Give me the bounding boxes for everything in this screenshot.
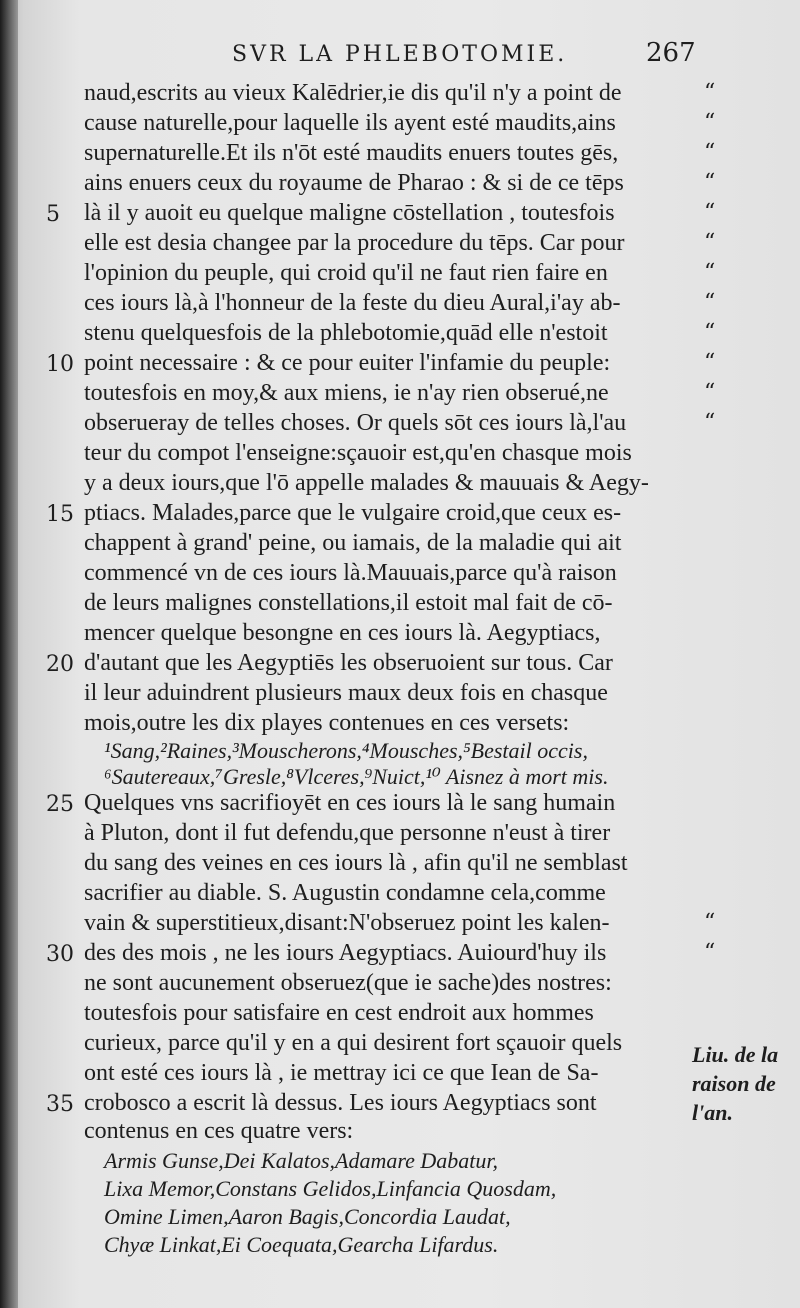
- text-line: [0, 170, 800, 200]
- line-text: Chyæ Linkat,Ei Coequata,Gearcha Lifardus.: [104, 1232, 499, 1257]
- text-line: [0, 530, 800, 560]
- line-text: ont esté ces iours là , ie mettray ici ce que Iean de Sa-: [84, 1060, 599, 1086]
- line-text: toutesfois pour satisfaire en cest endroit aux hommes: [84, 1000, 594, 1026]
- line-text: Omine Limen,Aaron Bagis,Concordia Laudat,: [104, 1204, 511, 1229]
- line-text: vain & superstitieux,disant:N'obseruez point les kalen-: [84, 910, 610, 936]
- verse-line: [0, 1176, 800, 1206]
- text-line: [0, 1060, 800, 1090]
- line-text: à Pluton, dont il fut defendu,que personne n'eust à tirer: [84, 820, 611, 846]
- text-line: [0, 820, 800, 850]
- text-line: [0, 1000, 800, 1030]
- text-line: [0, 590, 800, 620]
- line-text: ces iours là,à l'honneur de la feste du dieu Aural,i'ay ab-: [84, 290, 621, 316]
- margin-note: [692, 1040, 796, 1127]
- text-line: [0, 650, 800, 680]
- line-text: du sang des veines en ces iours là , afin qu'il ne semblast: [84, 850, 628, 876]
- line-text: des des mois , ne les iours Aegyptiacs. Auiourd'huy ils: [84, 940, 607, 966]
- text-line: [0, 410, 800, 440]
- line-text: de leurs malignes constellations,il estoit mal fait de cō-: [84, 590, 613, 616]
- line-text: point necessaire : & ce pour euiter l'infamie du peuple:: [84, 350, 611, 376]
- text-line: [0, 350, 800, 380]
- text-line: [0, 230, 800, 260]
- line-number: 25: [46, 792, 74, 817]
- line-text: sacrifier au diable. S. Augustin condamne cela,comme: [84, 880, 606, 906]
- quotation-mark: “: [704, 200, 717, 225]
- text-line: [0, 880, 800, 910]
- quotation-mark: “: [704, 260, 717, 285]
- quotation-mark: “: [704, 290, 717, 315]
- quotation-mark: “: [704, 140, 717, 165]
- text-line: [0, 200, 800, 230]
- line-number: 20: [46, 652, 74, 677]
- line-text: Lixa Memor,Constans Gelidos,Linfancia Quosdam,: [104, 1176, 557, 1201]
- line-text: y a deux iours,que l'ō appelle malades & mauuais & Aegy-: [84, 470, 649, 496]
- text-line: [0, 260, 800, 290]
- line-text: là il y auoit eu quelque maligne cōstellation , toutesfois: [84, 200, 615, 226]
- verse-line: [0, 1232, 800, 1262]
- line-text: cause naturelle,pour laquelle ils ayent esté maudits,ains: [84, 110, 616, 136]
- quotation-mark: “: [704, 380, 717, 405]
- line-text: obserueray de telles choses. Or quels sōt ces iours là,l'au: [84, 410, 627, 436]
- text-line: [0, 440, 800, 470]
- quotation-mark: “: [704, 320, 717, 345]
- line-text: ⁶Sautereaux,⁷Gresle,⁸Vlceres,⁹Nuict,¹⁰ Aisnez à mort mis.: [104, 764, 609, 789]
- running-head: SVR LA PHLEBOTOMIE.: [232, 42, 568, 67]
- text-line: [0, 500, 800, 530]
- text-line: [0, 1118, 800, 1148]
- text-line: [0, 110, 800, 140]
- quotation-mark: “: [704, 940, 717, 965]
- line-text: teur du compot l'enseigne:sçauoir est,qu'en chasque mois: [84, 440, 632, 466]
- line-text: d'autant que les Aegyptiēs les obseruoient sur tous. Car: [84, 650, 613, 676]
- line-text: il leur aduindrent plusieurs maux deux fois en chasque: [84, 680, 608, 706]
- line-text: Quelques vns sacrifioyēt en ces iours là le sang humain: [84, 790, 616, 816]
- margin-note-line: raison de: [692, 1071, 776, 1096]
- text-line: [0, 290, 800, 320]
- text-line: [0, 710, 800, 740]
- line-text: commencé vn de ces iours là.Mauuais,parce qu'à raison: [84, 560, 617, 586]
- text-line: [0, 940, 800, 970]
- text-line: [0, 380, 800, 410]
- line-text: supernaturelle.Et ils n'ōt esté maudits enuers toutes gēs,: [84, 140, 619, 166]
- line-text: curieux, parce qu'il y en a qui desirent fort sçauoir quels: [84, 1030, 623, 1056]
- line-text: ne sont aucunement obseruez(que ie sache)des nostres:: [84, 970, 612, 996]
- line-text: mencer quelque besongne en ces iours là. Aegyptiacs,: [84, 620, 601, 646]
- line-number: 35: [46, 1092, 74, 1117]
- margin-note-line: Liu. de la: [692, 1042, 779, 1067]
- text-line: [0, 560, 800, 590]
- text-line: [0, 620, 800, 650]
- text-line: [0, 320, 800, 350]
- line-text: mois,outre les dix playes contenues en ces versets:: [84, 710, 570, 736]
- text-line: [0, 680, 800, 710]
- verse-line: [0, 1204, 800, 1234]
- quotation-mark: “: [704, 910, 717, 935]
- text-line: [0, 470, 800, 500]
- margin-note-line: l'an.: [692, 1100, 733, 1125]
- quotation-mark: “: [704, 350, 717, 375]
- text-line: [0, 140, 800, 170]
- line-text: ¹Sang,²Raines,³Mouscherons,⁴Mousches,⁵Bestail occis,: [104, 738, 588, 763]
- line-number: 30: [46, 942, 74, 967]
- quotation-mark: “: [704, 170, 717, 195]
- line-number: 5: [46, 202, 60, 227]
- line-text: stenu quelquesfois de la phlebotomie,quād elle n'estoit: [84, 320, 608, 346]
- line-text: l'opinion du peuple, qui croid qu'il ne faut rien faire en: [84, 260, 608, 286]
- quotation-mark: “: [704, 110, 717, 135]
- text-line: [0, 790, 800, 820]
- verse-line: [0, 1148, 800, 1178]
- line-text: crobosco a escrit là dessus. Les iours Aegyptiacs sont: [84, 1090, 597, 1116]
- line-number: 10: [46, 352, 74, 377]
- quotation-mark: “: [704, 230, 717, 255]
- line-text: elle est desia changee par la procedure du tēps. Car pour: [84, 230, 625, 256]
- line-text: contenus en ces quatre vers:: [84, 1118, 354, 1144]
- text-line: [0, 910, 800, 940]
- line-text: chappent à grand' peine, ou iamais, de la maladie qui ait: [84, 530, 622, 556]
- line-text: toutesfois en moy,& aux miens, ie n'ay rien obserué,ne: [84, 380, 609, 406]
- text-line: [0, 1030, 800, 1060]
- line-text: ptiacs. Malades,parce que le vulgaire croid,que ceux es-: [84, 500, 622, 526]
- page-number: 267: [646, 38, 696, 68]
- line-text: ains enuers ceux du royaume de Pharao : & si de ce tēps: [84, 170, 624, 196]
- line-number: 15: [46, 502, 74, 527]
- text-line: [0, 850, 800, 880]
- line-text: naud,escrits au vieux Kalēdrier,ie dis qu'il n'y a point de: [84, 80, 622, 106]
- line-text: Armis Gunse,Dei Kalatos,Adamare Dabatur,: [104, 1148, 498, 1173]
- text-line: [0, 80, 800, 110]
- text-line: [0, 970, 800, 1000]
- quotation-mark: “: [704, 410, 717, 435]
- page-header: [0, 38, 800, 78]
- quotation-mark: “: [704, 80, 717, 105]
- text-line: [0, 1090, 800, 1120]
